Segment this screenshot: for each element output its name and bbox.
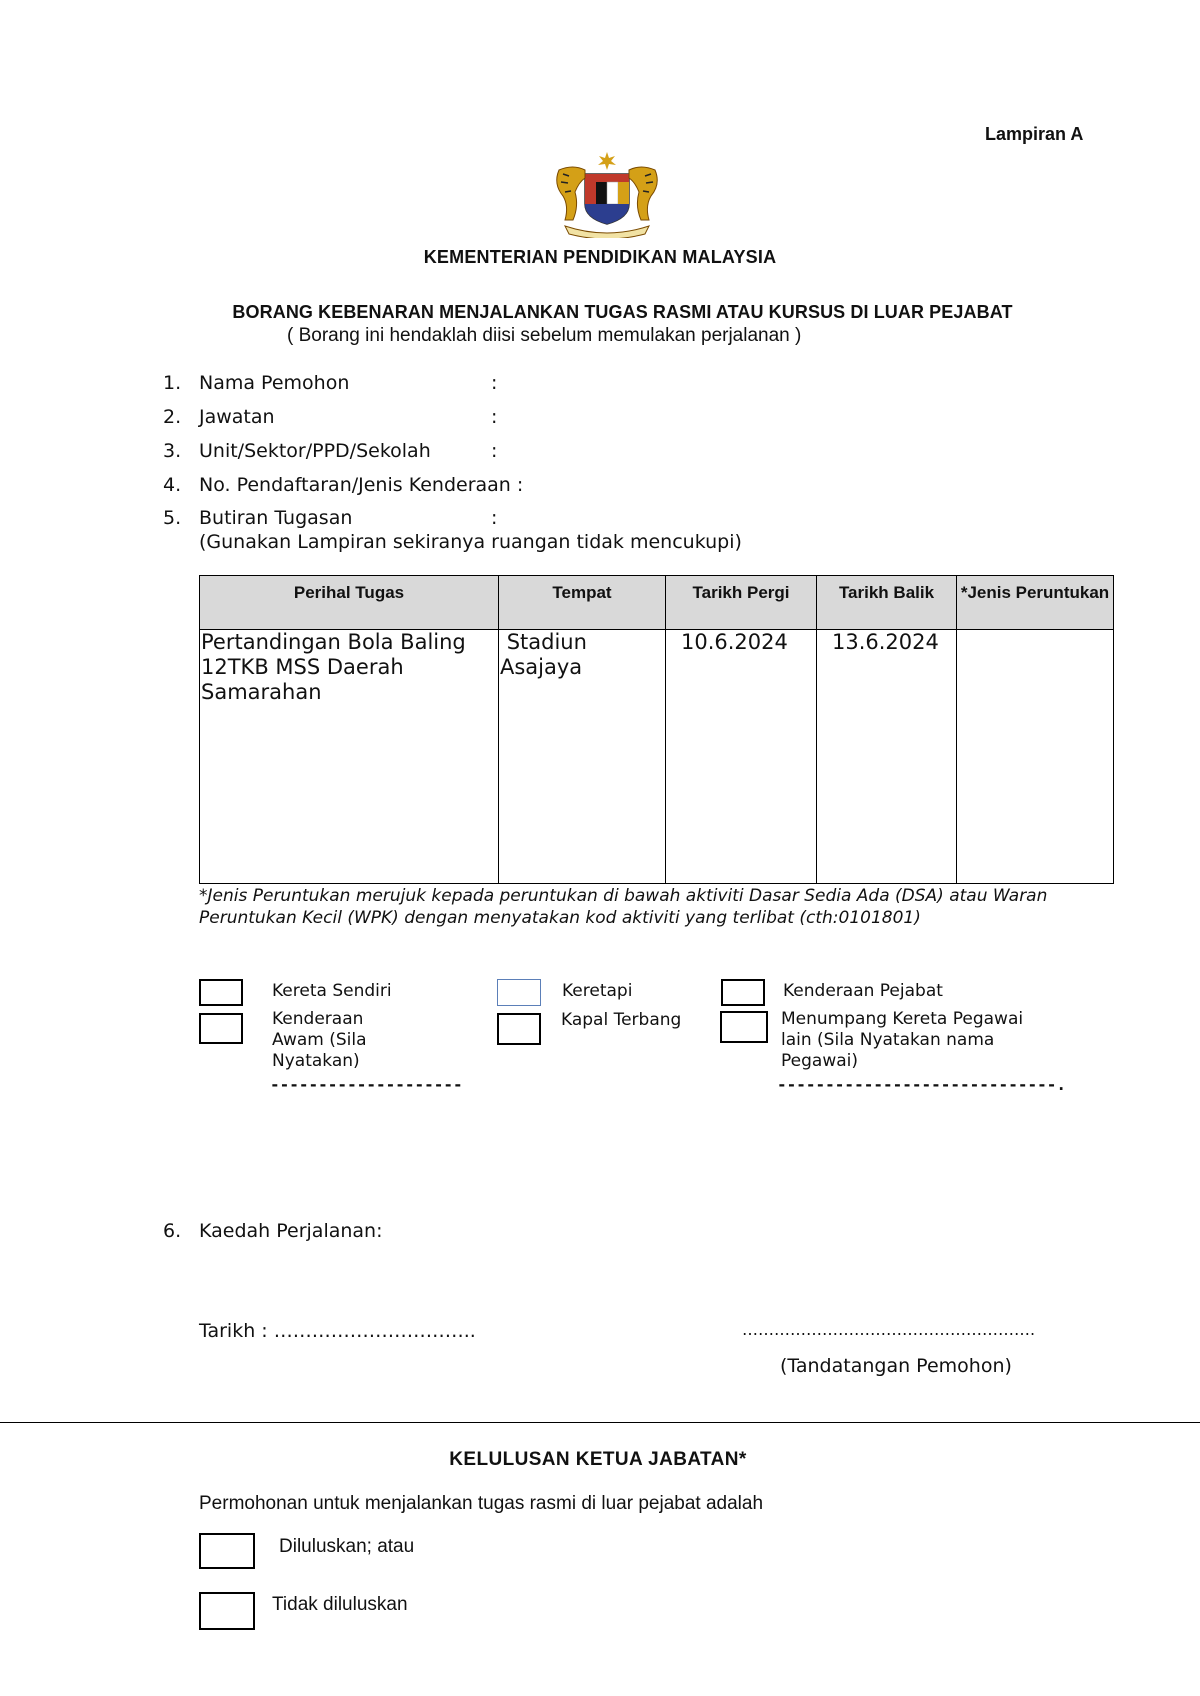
field-label: Butiran Tugasan xyxy=(199,507,353,529)
kapal-terbang-checkbox[interactable] xyxy=(497,1013,541,1045)
kenderaan-pejabat-checkbox[interactable] xyxy=(721,979,765,1006)
kereta-sendiri-label: Kereta Sendiri xyxy=(272,981,392,1001)
menumpang-checkbox[interactable] xyxy=(720,1011,768,1043)
diluluskan-checkbox[interactable] xyxy=(199,1533,255,1569)
kenderaan-pejabat-label: Kenderaan Pejabat xyxy=(783,981,943,1001)
column-header-perihal-tugas: Perihal Tugas xyxy=(200,576,499,630)
field-number: 3. xyxy=(163,440,182,462)
table-row xyxy=(200,630,1114,884)
kenderaan-awam-blank[interactable]: -------------------- xyxy=(270,1075,463,1094)
ministry-title: KEMENTERIAN PENDIDIKAN MALAYSIA xyxy=(423,247,777,267)
field-number: 4. xyxy=(163,474,182,496)
malaysia-coat-of-arms-icon xyxy=(545,150,669,238)
form-subtitle: ( Borang ini hendaklah diisi sebelum memulakan perjalanan ) xyxy=(287,325,802,346)
field-number: 2. xyxy=(163,406,182,428)
tidak-diluluskan-label: Tidak diluluskan xyxy=(272,1594,408,1615)
table-header-row xyxy=(200,576,1114,630)
column-header-tarikh-balik: Tarikh Balik xyxy=(817,576,957,630)
keretapi-label: Keretapi xyxy=(562,981,633,1001)
lampiran-label: Lampiran A xyxy=(985,124,1084,144)
column-header-jenis-peruntukan: *Jenis Peruntukan xyxy=(957,576,1114,630)
table-cell-perihal-tugas[interactable]: Pertandingan Bola Baling 12TKB MSS Daerah Samarahan xyxy=(200,630,499,884)
field-colon: : xyxy=(491,507,498,529)
footnote: *Jenis Peruntukan merujuk kepada peruntukan di bawah aktiviti Dasar Sedia Ada (DSA) atau Waran Peruntukan Kecil (WPK) dengan menyatakan kod aktiviti yang terlibat (cth:0101801) xyxy=(199,886,1048,928)
menumpang-label: Menumpang Kereta Pegawai lain (Sila Nyatakan nama Pegawai) xyxy=(781,1009,1024,1071)
form-title: BORANG KEBENARAN MENJALANKAN TUGAS RASMI ATAU KURSUS DI LUAR PEJABAT xyxy=(232,302,1013,322)
field-label: No. Pendaftaran/Jenis Kenderaan : xyxy=(199,474,524,496)
approval-text: Permohonan untuk menjalankan tugas rasmi di luar pejabat adalah xyxy=(199,1493,764,1514)
kereta-sendiri-checkbox[interactable] xyxy=(199,979,243,1006)
task-table xyxy=(199,575,1114,884)
field-label: Nama Pemohon xyxy=(199,372,350,394)
section-divider xyxy=(0,1422,1200,1423)
field5-note: (Gunakan Lampiran sekiranya ruangan tidak mencukupi) xyxy=(199,531,742,553)
signature-label: (Tandatangan Pemohon) xyxy=(780,1355,1012,1377)
field-number: 5. xyxy=(163,507,182,529)
table-cell-jenis-peruntukan[interactable] xyxy=(957,630,1114,884)
table-cell-tarikh-pergi[interactable]: 10.6.2024 xyxy=(666,630,817,884)
approval-title: KELULUSAN KETUA JABATAN* xyxy=(449,1449,747,1470)
field-label: Unit/Sektor/PPD/Sekolah xyxy=(199,440,431,462)
signature-line[interactable]: ………………………………………………. xyxy=(742,1320,1036,1339)
field-number: 1. xyxy=(163,372,182,394)
field-label: Kaedah Perjalanan: xyxy=(199,1220,383,1242)
column-header-tarikh-pergi: Tarikh Pergi xyxy=(666,576,817,630)
field-colon: : xyxy=(491,406,498,428)
field-number: 6. xyxy=(163,1220,182,1242)
field-colon: : xyxy=(491,372,498,394)
field-label: Jawatan xyxy=(199,406,275,428)
tarikh-field[interactable]: Tarikh : ………………………….. xyxy=(199,1320,476,1342)
table-cell-tarikh-balik[interactable]: 13.6.2024 xyxy=(817,630,957,884)
column-header-tempat: Tempat xyxy=(499,576,666,630)
tidak-diluluskan-checkbox[interactable] xyxy=(199,1592,255,1630)
kenderaan-awam-label: Kenderaan Awam (Sila Nyatakan) xyxy=(272,1009,367,1071)
kapal-terbang-label: Kapal Terbang xyxy=(561,1010,682,1030)
table-cell-tempat[interactable]: Stadiun Asajaya xyxy=(499,630,666,884)
kenderaan-awam-checkbox[interactable] xyxy=(199,1013,243,1044)
field-colon: : xyxy=(491,440,498,462)
diluluskan-label: Diluluskan; atau xyxy=(279,1536,415,1557)
menumpang-blank[interactable]: -----------------------------. xyxy=(777,1075,1066,1094)
keretapi-checkbox[interactable] xyxy=(497,979,541,1006)
